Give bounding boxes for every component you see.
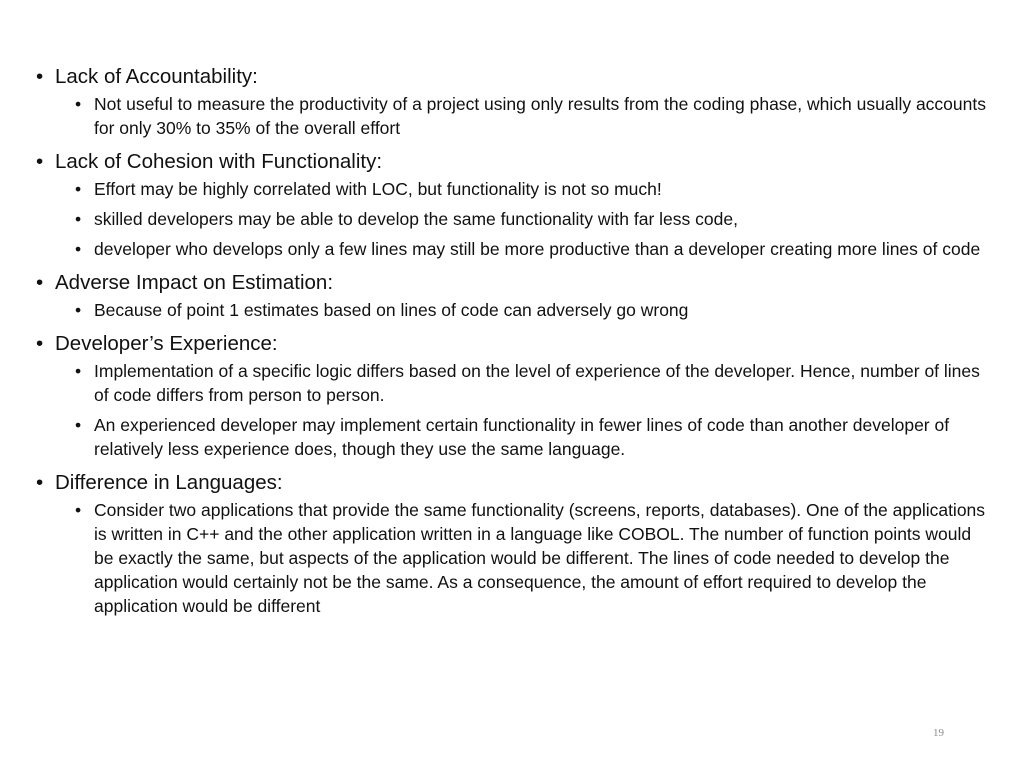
sub-point-text: developer who develops only a few lines may still be more productive than a developer creating more lines of code <box>94 239 981 259</box>
bullet-icon: • <box>36 65 44 88</box>
bullet-icon: • <box>75 361 82 381</box>
bullet-icon: • <box>75 179 82 199</box>
sub-point-list <box>55 359 994 461</box>
sub-point-text: An experienced developer may implement certain functionality in fewer lines of code than another developer of relatively less experience does, though they use the same language. <box>94 415 950 459</box>
sub-point-text: Consider two applications that provide the same functionality (screens, reports, databases). One of the applications is written in C++ and the other application written in a language like COBOL. The number of function points would be exactly the same, but aspects of the application would be different. The lines of code needed to develop the application would certainly not be the same. As a consequence, the amount of effort required to develop the application would be different <box>94 500 986 616</box>
sub-point-text: Implementation of a specific logic differs based on the level of experience of the developer. Hence, number of lines of code differs from person to person. <box>94 361 980 405</box>
section-heading: Lack of Accountability: <box>55 65 258 88</box>
section-difference-in-languages <box>36 470 994 618</box>
bullet-icon: • <box>36 471 44 494</box>
bullet-icon: • <box>36 332 44 355</box>
bullet-icon: • <box>75 500 82 520</box>
sub-point-list <box>55 498 994 618</box>
bullet-icon: • <box>75 300 82 320</box>
sub-point-text: skilled developers may be able to develop the same functionality with far less code, <box>94 209 738 229</box>
bullet-icon: • <box>75 209 82 229</box>
page-number: 19 <box>933 727 944 739</box>
sub-point <box>55 298 994 322</box>
section-heading: Difference in Languages: <box>55 471 283 494</box>
bullet-icon: • <box>75 415 82 435</box>
sub-point-list <box>55 177 994 261</box>
bullet-icon: • <box>75 94 82 114</box>
sub-point <box>55 413 994 461</box>
bullet-icon: • <box>36 271 44 294</box>
sub-point-list <box>55 298 994 322</box>
sub-point-text: Because of point 1 estimates based on lines of code can adversely go wrong <box>94 300 689 320</box>
sub-point-list <box>55 92 994 140</box>
sub-point-text: Effort may be highly correlated with LOC, but functionality is not so much! <box>94 179 662 199</box>
sub-point <box>55 237 994 261</box>
sub-point <box>55 92 994 140</box>
slide-content <box>36 64 994 618</box>
sub-point <box>55 359 994 407</box>
section-adverse-impact <box>36 270 994 322</box>
section-developer-experience <box>36 331 994 461</box>
section-lack-of-accountability <box>36 64 994 140</box>
bullet-icon: • <box>36 150 44 173</box>
section-lack-of-cohesion <box>36 149 994 261</box>
section-heading: Adverse Impact on Estimation: <box>55 271 334 294</box>
sub-point <box>55 498 994 618</box>
sub-point <box>55 207 994 231</box>
sub-point-text: Not useful to measure the productivity of a project using only results from the coding phase, which usually accounts for only 30% to 35% of the overall effort <box>94 94 986 138</box>
bullet-icon: • <box>75 239 82 259</box>
sub-point <box>55 177 994 201</box>
section-heading: Lack of Cohesion with Functionality: <box>55 150 383 173</box>
section-heading: Developer’s Experience: <box>55 332 278 355</box>
